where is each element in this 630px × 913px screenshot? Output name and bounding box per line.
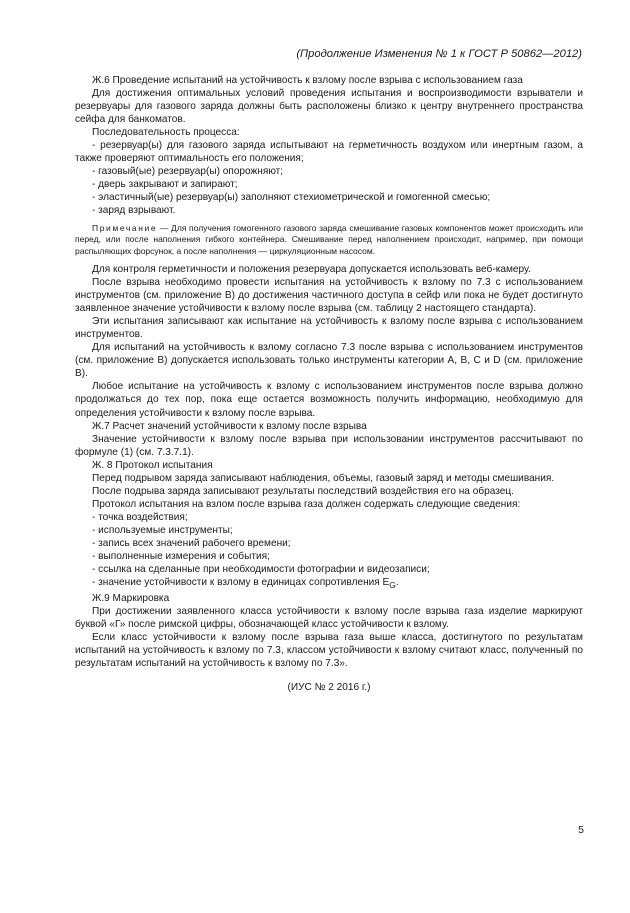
paragraph: Если класс устойчивости к взлому после взрыва газа выше класса, достигнутого по результатам испытаний на устойчивость к взлому по 7.3, классом устойчивости к взлому считают класс, полученный по результатам испытаний на устойчивость к взлому по 7.3».	[75, 632, 583, 670]
list-item: - дверь закрывают и запирают;	[92, 179, 238, 191]
list-item-end: .	[395, 577, 399, 589]
running-header: (Продолжение Изменения № 1 к ГОСТ Р 50862—2012)	[296, 48, 582, 60]
section-heading-zh6: Ж.6 Проведение испытаний на устойчивость к взлому после взрыва с использованием газа	[92, 75, 523, 86]
paragraph: Перед подрывом заряда записывают наблюдения, объемы, газовый заряд и методы смешивания.	[92, 472, 555, 484]
paragraph: Для испытаний на устойчивость к взлому согласно 7.3 после взрыва с использованием инструментов (см. приложение В) допускается использовать только инструменты категории A, B, C и D (см. приложение В).	[75, 342, 583, 380]
list-item: - точка воздействия;	[92, 511, 188, 523]
list-item: - заряд взрывают.	[92, 205, 176, 217]
paragraph: Любое испытание на устойчивость к взлому с использованием инструментов после взрыва должно продолжаться до тех пор, пока еще остается возможность получить информацию, необходимую для определения устойчивости к взлому после взрыва.	[75, 381, 583, 419]
section-heading-zh9: Ж.9 Маркировка	[92, 593, 170, 605]
list-item: - резервуар(ы) для газового заряда испытывают на герметичность воздухом или инертным газом, а также проверяют оптимальность его положения;	[75, 140, 583, 165]
page-number: 5	[578, 824, 584, 836]
list-item: - ссылка на сделанные при необходимости фотографии и видеозаписи;	[92, 564, 430, 576]
paragraph: Протокол испытания на взлом после взрыва газа должен содержать следующие сведения:	[92, 498, 521, 510]
paragraph: Для достижения оптимальных условий проведения испытания и воспроизводимости взрыватели и резервуары для газового заряда должны быть расположены близко к центру внутреннего пространства сейфа для банкоматов.	[75, 88, 583, 126]
list-item: - газовый(ые) резервуар(ы) опорожняют;	[92, 166, 284, 178]
section-heading-zh8: Ж. 8 Протокол испытания	[92, 459, 213, 471]
paragraph: При достижении заявленного класса устойчивости к взлому после взрыва газа изделие маркируют буквой «Г» после римской цифры, обозначающей класс устойчивости к взлому.	[75, 606, 583, 631]
paragraph: Для контроля герметичности и положения резервуара допускается использовать веб-камеру.	[92, 264, 531, 276]
paragraph: Последовательность процесса:	[92, 127, 240, 139]
body-text	[75, 74, 583, 695]
paragraph: Значение устойчивости к взлому после взрыва при использовании инструментов рассчитывают по формуле (1) (см. 7.3.7.1).	[75, 433, 583, 458]
paragraph: После взрыва необходимо провести испытания на устойчивость к взлому по 7.3 с использованием инструментов (см. приложение В) до достижения частичного доступа в сейф или пока не будет достигнуто заявленное значение устойчивости к взлому после взрыва (см. таблицу 2 настоящего стандарта).	[75, 277, 583, 315]
paragraph: После подрыва заряда записывают результаты последствий воздействия его на образец.	[92, 485, 514, 497]
ius-reference: (ИУС № 2 2016 г.)	[287, 682, 371, 694]
list-item	[75, 576, 583, 592]
list-item: - выполненные измерения и события;	[92, 551, 270, 563]
subscript-g: G	[389, 580, 396, 591]
note	[75, 223, 583, 258]
list-item: - используемые инструменты;	[92, 524, 233, 536]
section-heading-zh7: Ж.7 Расчет значений устойчивости к взлому после взрыва	[92, 420, 367, 432]
note-text: — Для получения гомогенного газового заряда смешивание газовых компонентов может происходить или перед, или после наполнения гибкого контейнера. Смешивание перед наполнением происходит, например, при помощи распыляющих форсунок, а после наполнения — циркуляционным насосом.	[75, 222, 583, 256]
note-label: Примечание	[92, 222, 158, 233]
list-item-text: - значение устойчивости к взлому в единицах сопротивления E	[92, 577, 390, 589]
list-item: - запись всех значений рабочего времени;	[92, 538, 291, 549]
paragraph: Эти испытания записывают как испытание на устойчивость к взлому после взрыва с использованием инструментов.	[75, 316, 583, 341]
list-item: - эластичный(ые) резервуар(ы) заполняют стехиометрической и гомогенной смесью;	[92, 192, 491, 204]
